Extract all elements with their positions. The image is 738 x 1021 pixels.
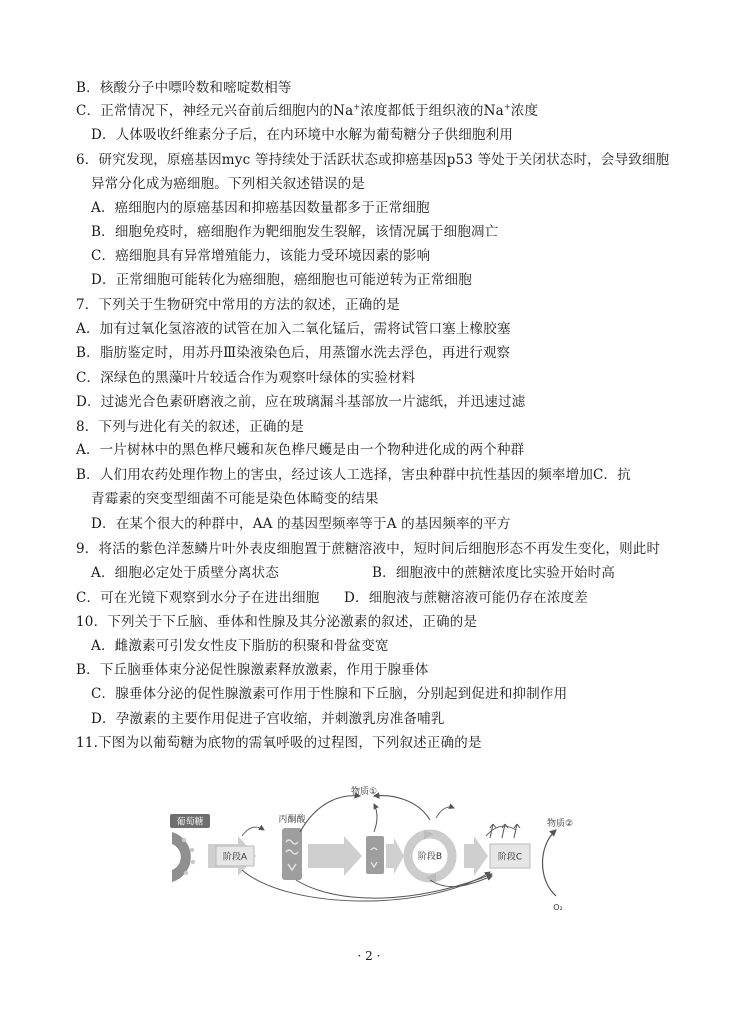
text-line: D．正常细胞可能转化为癌细胞，癌细胞也可能逆转为正常细胞 bbox=[91, 272, 472, 288]
text-line: A．加有过氧化氢溶液的试管在加入二氧化锰后，需将试管口塞上橡胶塞 bbox=[76, 321, 511, 337]
text-line: C．癌细胞具有异常增殖能力，该能力受环境因素的影响 bbox=[91, 248, 431, 264]
flow-arrow bbox=[464, 836, 488, 876]
text-line: D．过滤光合色素研磨液之前，应在玻璃漏斗基部放一片滤纸，并迅速过滤 bbox=[76, 394, 526, 410]
stage-b-label: 阶段B bbox=[417, 852, 443, 862]
stage-c-label: 阶段C bbox=[497, 852, 523, 863]
text-line: B．人们用农药处理作物上的害虫，经过该人工选择，害虫种群中抗性基因的频率增加C．抗 bbox=[76, 467, 631, 483]
stage-a-label: 阶段A bbox=[222, 852, 248, 863]
substance1-label: 物质① bbox=[350, 787, 378, 797]
flow-arrow bbox=[308, 836, 362, 876]
text-line: B．下丘脑垂体束分泌促性腺激素释放激素，作用于腺垂体 bbox=[76, 662, 429, 678]
glucose-label: 葡萄糖 bbox=[176, 817, 204, 828]
text-line: 异常分化成为癌细胞。下列相关叙述错误的是 bbox=[91, 176, 365, 192]
flow-arrow bbox=[386, 838, 404, 874]
text-line: B．细胞液中的蔗糖浓度比实验开始时高 bbox=[372, 565, 616, 581]
text-line: 10．下列关于下丘脑、垂体和性腺及其分泌激素的叙述，正确的是 bbox=[76, 614, 478, 630]
text-line: C．可在光镜下观察到水分子在进出细胞 bbox=[76, 590, 320, 606]
aerobic-respiration-diagram bbox=[168, 780, 580, 918]
text-line: A．癌细胞内的原癌基因和抑癌基因数量都多于正常细胞 bbox=[91, 200, 430, 216]
text-line: C．正常情况下，神经元兴奋前后细胞内的Na+浓度都低于组织液的Na+浓度 bbox=[76, 102, 539, 119]
text-line: D．细胞液与蔗糖溶液可能仍存在浓度差 bbox=[344, 590, 588, 606]
text-line: 7．下列关于生物研究中常用的方法的叙述，正确的是 bbox=[76, 297, 400, 313]
page-number: · 2 · bbox=[357, 949, 381, 963]
text-line: C．深绿色的黑藻叶片较适合作为观察叶绿体的实验材料 bbox=[76, 370, 416, 386]
pyruvate-block bbox=[282, 828, 302, 880]
text-line: 青霉素的突变型细菌不可能是染色体畸变的结果 bbox=[91, 491, 379, 507]
text-line: 9．将活的紫色洋葱鳞片叶外表皮细胞置于蔗糖溶液中，短时间后细胞形态不再发生变化，则此时 bbox=[76, 541, 661, 557]
text-line: 8．下列与进化有关的叙述，正确的是 bbox=[76, 419, 304, 435]
glucose-shape bbox=[172, 832, 195, 882]
intermediate-block bbox=[366, 836, 384, 874]
text-line: A．一片树林中的黑色桦尺蠖和灰色桦尺蠖是由一个物种进化成的两个种群 bbox=[76, 442, 525, 458]
superscript: + bbox=[503, 102, 511, 112]
text-line: 6．研究发现，原癌基因myc 等持续处于活跃状态或抑癌基因p53 等处于关闭状态时，会导致细胞 bbox=[76, 152, 670, 168]
text-line: B．脂肪鉴定时，用苏丹Ⅲ染液染色后，用蒸馏水洗去浮色，再进行观察 bbox=[76, 345, 511, 361]
text-line: A．雌激素可引发女性皮下脂肪的积聚和骨盆变宽 bbox=[91, 638, 389, 654]
oxygen-label: O₂ bbox=[553, 903, 563, 912]
superscript: + bbox=[353, 102, 361, 112]
substance2-label: 物质② bbox=[546, 819, 574, 829]
text-line: D．孕激素的主要作用促进子宫收缩，并刺激乳房准备哺乳 bbox=[91, 711, 445, 727]
text-line: B．核酸分子中嘌呤数和嘧啶数相等 bbox=[76, 80, 292, 96]
text-line: A．细胞必定处于质壁分离状态 bbox=[91, 565, 280, 581]
text-line: D．人体吸收纤维素分子后，在内环境中水解为葡萄糖分子供细胞利用 bbox=[91, 127, 514, 143]
text-line: D．在某个很大的种群中，AA 的基因型频率等于A 的基因频率的平方 bbox=[91, 516, 511, 532]
pyruvate-label: 丙酮酸 bbox=[278, 815, 306, 825]
text-line: B．细胞免疫时，癌细胞作为靶细胞发生裂解，该情况属于细胞凋亡 bbox=[91, 224, 499, 240]
text-line: 11.下图为以葡萄糖为底物的需氧呼吸的过程图，下列叙述正确的是 bbox=[76, 735, 482, 751]
text-line: C．腺垂体分泌的促性腺激素可作用于性腺和下丘脑，分别起到促进和抑制作用 bbox=[91, 686, 568, 702]
